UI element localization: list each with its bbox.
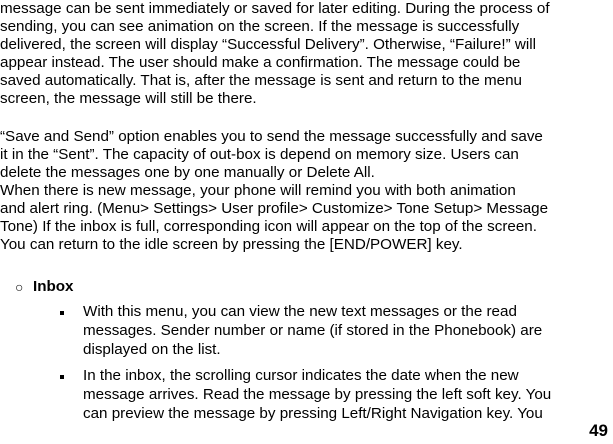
text-line: When there is new message, your phone will remind you with both animation — [0, 182, 516, 199]
text-line: messages. Sender number or name (if stored in the Phonebook) are — [83, 322, 543, 339]
text-line: and alert ring. (Menu> Settings> User profile> Customize> Tone Setup> Message — [0, 200, 549, 217]
text-line: sending, you can see animation on the screen. If the message is successfully — [0, 18, 520, 35]
text-line: In the inbox, the scrolling cursor indicates the date when the new — [83, 367, 519, 384]
text-line: Tone) If the inbox is full, corresponding icon will appear on the top of the screen. — [0, 218, 537, 235]
square-bullet-icon — [60, 375, 64, 379]
text-line: it in the “Sent”. The capacity of out-box is depend on memory size. Users can — [0, 146, 519, 163]
text-line: displayed on the list. — [83, 341, 221, 358]
text-line: screen, the message will still be there. — [0, 90, 257, 107]
page-number: 49 — [589, 421, 608, 440]
text-line: With this menu, you can view the new text messages or the read — [83, 303, 517, 320]
square-bullet-icon — [60, 311, 64, 315]
text-line: message arrives. Read the message by pressing the left soft key. You — [83, 386, 552, 403]
text-line: appear instead. The user should make a confirmation. The message could be — [0, 54, 521, 71]
text-line: saved automatically. That is, after the message is sent and return to the menu — [0, 72, 522, 89]
text-line: You can return to the idle screen by pressing the [END/POWER] key. — [0, 236, 463, 253]
text-line: can preview the message by pressing Left/Right Navigation key. You — [83, 405, 543, 422]
text-line: message can be sent immediately or saved for later editing. During the process of — [0, 0, 550, 17]
text-line: delete the messages one by one manually or Delete All. — [0, 164, 375, 181]
text-line: delivered, the screen will display “Successful Delivery”. Otherwise, “Failure!” will — [0, 36, 536, 53]
text-line: “Save and Send” option enables you to send the message successfully and save — [0, 128, 543, 145]
section-heading: Inbox — [33, 278, 74, 295]
circle-bullet-icon: ○ — [15, 279, 24, 295]
